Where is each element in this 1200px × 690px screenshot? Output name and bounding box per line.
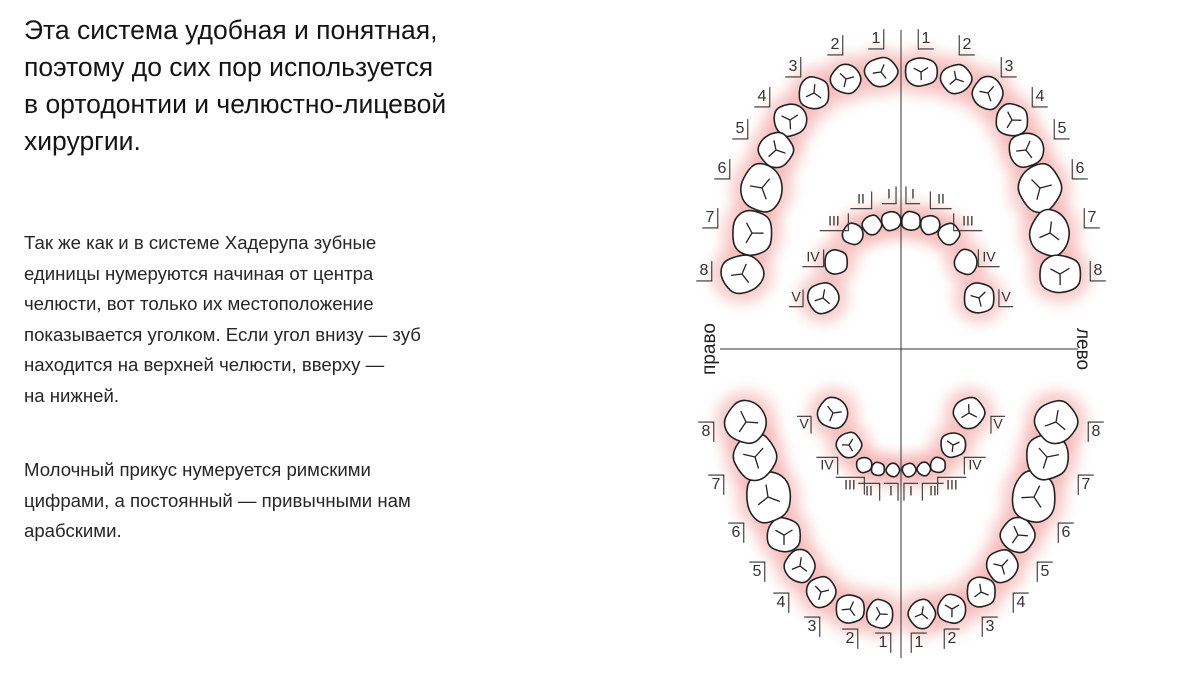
label-upper-left-3 xyxy=(1001,57,1017,77)
upper-right-tooth-3 xyxy=(799,77,828,109)
svg-text:2: 2 xyxy=(830,36,840,54)
label-upper-right-8 xyxy=(696,261,712,281)
svg-text:4: 4 xyxy=(776,594,786,612)
svg-text:3: 3 xyxy=(985,618,995,636)
label-lower-right-8 xyxy=(698,422,714,442)
heading xyxy=(24,12,564,160)
svg-text:1: 1 xyxy=(921,30,931,48)
lower-left-primary-tooth-1 xyxy=(902,463,916,477)
label-upper-left-V xyxy=(999,289,1013,307)
svg-text:II: II xyxy=(929,482,937,499)
svg-text:II: II xyxy=(857,190,865,207)
upper-right-primary-tooth-4 xyxy=(825,250,847,274)
upper-left-primary-tooth-2 xyxy=(921,216,940,235)
label-lower-right-II xyxy=(858,483,879,501)
lower-left-primary-tooth-2 xyxy=(917,462,931,476)
paragraph-line: арабскими. xyxy=(24,520,122,541)
label-lower-left-II xyxy=(922,483,943,501)
label-upper-right-II xyxy=(850,191,871,209)
upper-left-tooth-4 xyxy=(996,104,1027,136)
lower-right-primary-tooth-3 xyxy=(857,458,872,473)
upper-left-tooth-1 xyxy=(905,58,937,86)
svg-text:II: II xyxy=(937,190,945,207)
label-lower-right-7 xyxy=(708,475,724,495)
paragraph-line: единицы нумеруются начиная от центра xyxy=(24,262,374,284)
upper-left-primary-tooth-4 xyxy=(954,249,977,274)
label-lower-left-3 xyxy=(982,617,998,637)
svg-text:7: 7 xyxy=(1081,476,1091,494)
svg-text:6: 6 xyxy=(731,524,741,542)
paragraph-line: Так же как и в системе Хадерупа зубные xyxy=(24,232,377,253)
svg-text:1: 1 xyxy=(878,634,888,652)
svg-text:4: 4 xyxy=(1035,88,1045,106)
dental-formula-diagram xyxy=(686,22,1103,662)
label-lower-left-6 xyxy=(1058,523,1074,543)
svg-text:V: V xyxy=(799,415,809,432)
svg-text:6: 6 xyxy=(1075,160,1085,178)
heading-line: Эта система удобная и понятная, xyxy=(24,15,438,45)
svg-text:7: 7 xyxy=(705,209,715,227)
upper-right-primary-tooth-3 xyxy=(842,223,863,244)
svg-text:5: 5 xyxy=(1057,120,1067,138)
label-upper-left-IV xyxy=(978,249,999,267)
svg-text:2: 2 xyxy=(962,36,972,54)
label-upper-right-4 xyxy=(754,87,770,107)
svg-text:V: V xyxy=(1001,288,1011,305)
svg-text:2: 2 xyxy=(845,630,855,648)
side-label-left: лево xyxy=(1071,327,1093,371)
svg-text:5: 5 xyxy=(735,120,745,138)
paragraph-numbering-explanation xyxy=(24,228,584,411)
side-label-right: право xyxy=(699,323,721,375)
upper-right-tooth-4 xyxy=(774,104,807,136)
label-upper-left-8 xyxy=(1090,261,1106,281)
svg-text:5: 5 xyxy=(1040,563,1050,581)
label-upper-left-II xyxy=(930,191,951,209)
svg-text:8: 8 xyxy=(1093,262,1103,280)
paragraph-line: цифрами, а постоянный — привычными нам xyxy=(24,489,411,511)
lower-left-tooth-3 xyxy=(967,577,995,607)
svg-text:III: III xyxy=(962,212,974,229)
svg-text:8: 8 xyxy=(1091,423,1101,441)
lower-right-primary-tooth-2 xyxy=(872,462,885,475)
svg-text:8: 8 xyxy=(701,423,711,441)
lower-right-tooth-2 xyxy=(836,595,864,623)
label-upper-left-I xyxy=(906,186,920,204)
label-upper-left-7 xyxy=(1084,208,1100,228)
svg-text:IV: IV xyxy=(982,248,996,265)
svg-text:4: 4 xyxy=(757,88,767,106)
paragraph-line: на нижней. xyxy=(24,384,120,406)
label-upper-right-6 xyxy=(714,159,730,179)
svg-text:5: 5 xyxy=(752,563,762,581)
svg-text:V: V xyxy=(993,415,1003,432)
svg-text:7: 7 xyxy=(711,476,721,494)
svg-text:6: 6 xyxy=(1061,524,1071,542)
svg-text:III: III xyxy=(946,476,958,493)
upper-right-tooth-7 xyxy=(733,211,772,256)
label-upper-right-2 xyxy=(827,35,843,55)
label-upper-left-2 xyxy=(959,35,975,55)
heading-line: поэтому до сих пор используется xyxy=(24,52,434,82)
label-upper-right-7 xyxy=(702,208,718,228)
upper-left-primary-tooth-5 xyxy=(964,283,993,313)
upper-right-primary-tooth-2 xyxy=(862,215,882,235)
paragraph-line: находится на верхней челюсти, вверху — xyxy=(24,354,385,375)
label-upper-right-1 xyxy=(868,29,884,49)
heading-line: в ортодонтии и челюстно-лицевой xyxy=(24,89,447,119)
label-upper-left-5 xyxy=(1054,119,1070,139)
svg-text:1: 1 xyxy=(871,30,881,48)
label-lower-left-5 xyxy=(1037,562,1053,582)
svg-text:I: I xyxy=(889,482,893,499)
label-lower-right-4 xyxy=(773,593,789,613)
svg-text:6: 6 xyxy=(717,160,727,178)
svg-text:4: 4 xyxy=(1016,594,1026,612)
label-upper-left-4 xyxy=(1032,87,1048,107)
upper-left-primary-tooth-1 xyxy=(902,211,920,230)
label-upper-left-6 xyxy=(1072,159,1088,179)
label-lower-right-5 xyxy=(749,562,765,582)
svg-text:I: I xyxy=(909,482,913,499)
lower-right-tooth-5 xyxy=(767,518,800,552)
label-lower-right-3 xyxy=(804,617,820,637)
paragraph-line: Молочный прикус нумеруется римскими xyxy=(24,459,371,480)
svg-text:V: V xyxy=(791,288,801,305)
label-lower-left-IV xyxy=(964,457,985,475)
label-lower-left-7 xyxy=(1078,475,1094,495)
lower-right-primary-tooth-4 xyxy=(836,432,862,457)
paragraph-line: челюсти, вот только их местоположение xyxy=(24,293,374,314)
lower-left-primary-tooth-4 xyxy=(941,433,966,457)
svg-text:2: 2 xyxy=(947,630,957,648)
label-lower-left-4 xyxy=(1013,593,1029,613)
svg-text:IV: IV xyxy=(806,248,820,265)
paragraph-primary-teeth xyxy=(24,455,584,547)
svg-text:IV: IV xyxy=(968,456,982,473)
svg-text:3: 3 xyxy=(1004,58,1014,76)
lower-right-primary-tooth-1 xyxy=(886,463,900,477)
svg-text:3: 3 xyxy=(788,58,798,76)
svg-text:I: I xyxy=(887,185,891,202)
svg-text:1: 1 xyxy=(914,634,924,652)
svg-text:3: 3 xyxy=(807,618,817,636)
lower-right-tooth-1 xyxy=(867,599,893,628)
upper-left-primary-tooth-3 xyxy=(938,223,960,245)
lower-left-tooth-2 xyxy=(938,594,966,623)
svg-text:III: III xyxy=(844,476,856,493)
lower-left-primary-tooth-3 xyxy=(931,457,946,472)
label-lower-left-8 xyxy=(1088,422,1104,442)
label-lower-right-6 xyxy=(728,523,744,543)
label-lower-left-V xyxy=(991,416,1005,434)
svg-text:IV: IV xyxy=(820,456,834,473)
svg-text:I: I xyxy=(911,185,915,202)
heading-line: хирургии. xyxy=(24,126,141,156)
svg-text:II: II xyxy=(865,482,873,499)
label-upper-left-1 xyxy=(918,29,934,49)
upper-left-tooth-5 xyxy=(1009,133,1043,167)
upper-left-tooth-8 xyxy=(1040,255,1080,292)
label-upper-right-I xyxy=(882,186,896,204)
upper-right-primary-tooth-1 xyxy=(882,212,901,231)
svg-text:8: 8 xyxy=(699,262,709,280)
svg-text:III: III xyxy=(828,212,840,229)
label-upper-right-5 xyxy=(732,119,748,139)
svg-text:7: 7 xyxy=(1087,209,1097,227)
paragraph-line: показывается уголком. Если угол внизу — зуб xyxy=(24,323,421,345)
